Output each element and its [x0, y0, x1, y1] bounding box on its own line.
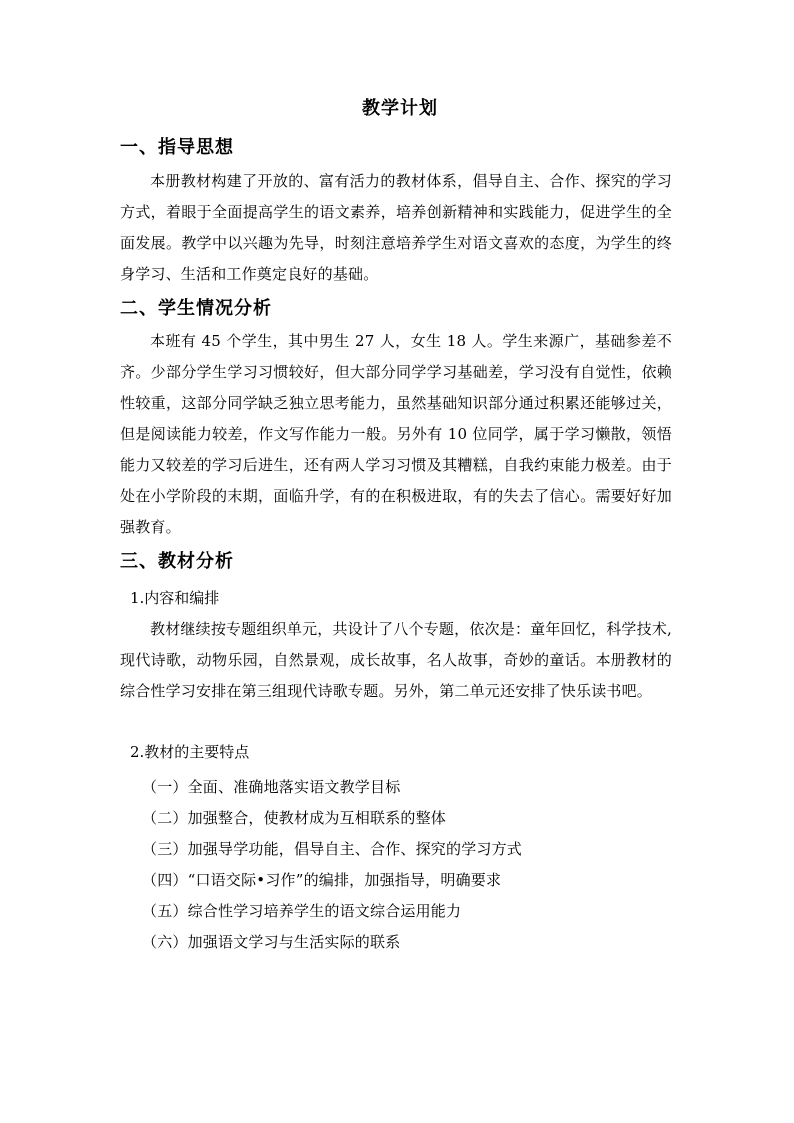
list-item: （六）加强语文学习与生活实际的联系: [142, 933, 401, 951]
list-item: （五）综合性学习培养学生的语文综合运用能力: [142, 902, 462, 920]
list-item: （二）加强整合，使教材成为互相联系的整体: [142, 809, 447, 827]
subheading-content-arrangement: 1.内容和编排: [130, 589, 220, 607]
subheading-main-features: 2.教材的主要特点: [130, 743, 250, 761]
feature-list: [142, 772, 522, 958]
section-paragraph-student-analysis: 本班有 45 个学生，其中男生 27 人，女生 18 人。学生来源广，基础参差不齐。少部分学生学习习惯较好，但大部分同学学习基础差，学习没有自觉性，依赖性较重，这部分同学缺乏独立思考能力，虽然基础知识部分通过积累还能够过关，但是阅读能力较差，作文写作能力一般。另外有 10 位同学，属于学习懒散，领悟能力又较差的学习后进生，还有两人学习习惯及其糟糕，自我约束能力极差。由于处在小学阶段的末期，面临升学，有的在积极进取，有的失去了信心。需要好好加强教育。: [120, 332, 672, 536]
list-item: （一）全面、准确地落实语文教学目标: [142, 778, 401, 796]
list-item: （四）“口语交际•习作”的编排，加强指导，明确要求: [142, 871, 502, 889]
list-item: （三）加强导学功能，倡导自主、合作、探究的学习方式: [142, 840, 523, 858]
section-heading-student-analysis: 二、学生情况分析: [120, 298, 272, 319]
section-paragraph-textbook-content: 教材继续按专题组织单元，共设计了八个专题，依次是：童年回忆，科学技术,现代诗歌，动物乐园，自然景观，成长故事，名人故事，奇妙的童话。本册教材的综合性学习安排在第三组现代诗歌专题。另外，第二单元还安排了快乐读书吧。: [120, 620, 672, 700]
section-paragraph-guiding-ideology: 本册教材构建了开放的、富有活力的教材体系，倡导自主、合作、探究的学习方式，着眼于全面提高学生的语文素养，培养创新精神和实践能力，促进学生的全面发展。教学中以兴趣为先导，时刻注意培养学生对语文喜欢的态度，为学生的终身学习、生活和工作奠定良好的基础。: [120, 172, 672, 283]
section-heading-textbook-analysis: 三、教材分析: [120, 551, 234, 572]
document-title: 教学计划: [362, 98, 438, 119]
section-heading-guiding-ideology: 一、指导思想: [120, 137, 234, 158]
